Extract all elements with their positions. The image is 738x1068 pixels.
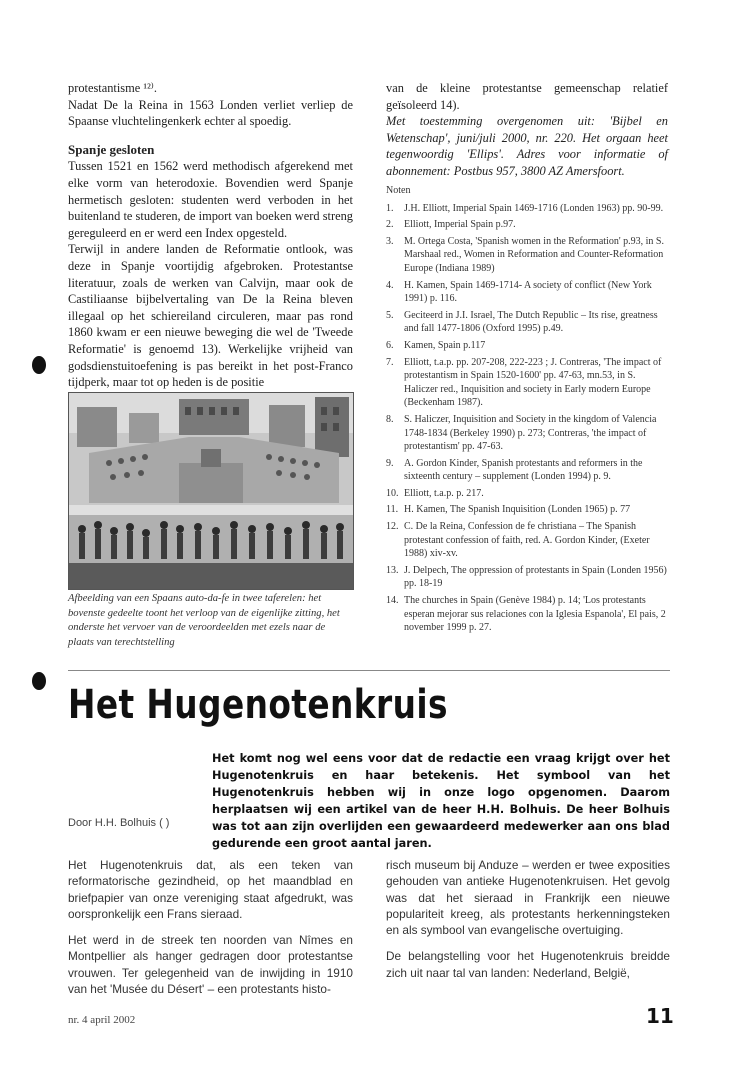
note-text: Elliott, t.a.p. pp. 207-208, 222-223 ; J. Contreras, 'The impact of protestantism in Spain 1520-1600' pp. 47-63, mn.53, in S. Haliczer red., Inquisition and society in Early modern Europe (Beckenham 1987). [404,356,662,409]
note-text: Elliott, Imperial Spain p.97. [404,219,516,231]
note-item [386,356,670,410]
note-item [386,503,670,517]
note-text: Kamen, Spain p.117 [404,339,486,351]
body-paragraph: Tussen 1521 en 1562 werd methodisch afgerekend met elke vorm van heterodoxie. Bovendien werd Spanje hermetisch gesloten: studenten werd verboden in het buitenland te studeren, de import van boeken werd streng gereguleerd en er werd een Index opgesteld. [68,159,353,240]
engraving-caption: Afbeelding van een Spaans auto-da-fe in twee taferelen: het bovenste gedeelte toont het verloop van de eigenlijke zitting, het onderste het vervoer van de veroordeelden met ezels naar de plaats van terechtstelling [68,593,340,648]
continuation-paragraph: van de kleine protestantse gemeenschap relatief geïsoleerd 14). [386,81,668,112]
engraving-image [69,393,353,589]
article-paragraph: risch museum bij Anduze – werden er twee exposities gehouden van antieke Hugenotenkruisen. Het gevolg was dat het sieraad in Frankrijk een nieuwe populariteit kreeg, als protestants herkenningsteken en als symbool van evangelische overtuiging. [386,858,670,938]
article-author: Door H.H. Bolhuis ( ) [68,817,170,829]
note-text: M. Ortega Costa, 'Spanish women in the Reformation' p.93, in S. Marshaal red., Women in Reformation and Counter-Reformation Europe (Indiana 1989) [404,235,664,274]
body-paragraph: protestantisme ¹²⁾. [68,81,157,95]
article-paragraph: Het werd in de streek ten noorden van Nîmes en Montpellier als hanger gedragen door protestantse vrouwen. Ter gelegenheid van de inwijding in 1910 van het 'Musée du Désert' – een protestants histo- [68,933,353,997]
article-paragraph: De belangstelling voor het Hugenotenkruis breidde zich uit naar tal van landen: Nederland, België, [386,949,670,980]
note-item [386,279,670,306]
note-item [386,457,670,484]
article-title: Het Hugenotenkruis [68,682,448,728]
article-paragraph: Het Hugenotenkruis dat, als een teken van reformatorische gezindheid, op het maandblad en briefpapier van onze vereniging staat afgedrukt, was oorspronkelijk een Frans sieraad. [68,858,353,921]
note-number: 11. [386,504,399,516]
section-heading: Spanje gesloten [68,141,155,157]
note-item [386,339,670,353]
margin-dot-lower [32,672,46,690]
left-column-text [68,80,353,391]
note-number: 4. [386,279,394,291]
notes-list [386,202,670,635]
note-text: J.H. Elliott, Imperial Spain 1469-1716 (Londen 1963) pp. 90-99. [404,202,664,214]
section-divider [68,670,670,671]
auto-da-fe-engraving [68,392,354,590]
note-number: 3. [386,235,394,247]
article-column-2 [386,857,670,991]
page-number: 11 [646,1004,674,1028]
right-column-text [386,80,668,180]
note-number: 12. [386,521,399,533]
body-paragraph: Nadat De la Reina in 1563 Londen verliet verliep de Spaanse vluchtelingenkerk echter al spoedig. [68,97,353,129]
note-text: Elliott, t.a.p. p. 217. [404,487,484,499]
note-item [386,487,670,501]
note-number: 14. [386,595,399,607]
note-item [386,520,670,561]
article-column-1 [68,857,353,1007]
note-text: C. De la Reina, Confession de fe christiana – The Spanish protestant confession of faith, red. A. Gordon Kinder, (Exeter 1988) xiv-xv. [404,521,650,560]
note-number: 1. [386,202,394,214]
note-text: H. Kamen, The Spanish Inquisition (Londen 1965) p. 77 [404,504,631,516]
note-item [386,309,670,336]
note-number: 5. [386,309,394,321]
note-number: 9. [386,457,394,469]
note-text: The churches in Spain (Genève 1984) p. 14; 'Los protestants esperan mejorar sus relaciones con la Iglesia Espanola', El pais, 2 november 1999 p. 27. [404,595,666,634]
note-item [386,202,670,216]
note-item [386,564,670,591]
body-paragraph: Terwijl in andere landen de Reformatie ontlook, was deze in Spanje voortijdig afgebroken. Protestantse literatuur, zoals de werken van Calvijn, maar ook de Castiliaanse bijbelvertaling van De la Reina bleven illegaal op het schiereiland circuleren, maar pas rond 1860 kwam er een nieuwe beweging die wel de 'Tweede Reformatie' is genoemd 13). Werkelijke vrijheid van godsdienstuitoefening is pas bereikt in het post-Franco tijdperk, maar tot op heden is de positie [68,242,353,390]
note-number: 8. [386,413,394,425]
note-number: 10. [386,487,399,499]
note-item [386,413,670,454]
note-item [386,218,670,232]
notes-title: Noten [386,185,411,196]
note-number: 2. [386,219,394,231]
note-text: H. Kamen, Spain 1469-1714- A society of conflict (New York 1991) p. 116. [404,279,652,305]
note-text: A. Gordon Kinder, Spanish protestants and reformers in the sixteenth century – supplement (Londen 1994) p. 9. [404,457,643,483]
note-number: 13. [386,564,399,576]
note-text: Geciteerd in J.I. Israel, The Dutch Republic – Its rise, greatness and fall 1477-1806 (Oxford 1995) p.49. [404,309,658,335]
article-lead: Het komt nog wel eens voor dat de redactie een vraag krijgt over het Hugenotenkruis en haar betekenis. Het symbool van het Hugenotenkruis hebben wij in onze logo opgenomen. Daarom herplaatsen wij een artikel van de heer H.H. Bolhuis. De heer Bolhuis was tot aan zijn overlijden een gewaardeerd medewerker aan ons blad gedurende een groot aantal jaren. [212,752,670,850]
margin-dot-upper [32,356,46,374]
note-item [386,594,670,635]
note-number: 6. [386,339,394,351]
note-text: S. Haliczer, Inquisition and Society in the kingdom of Valencia 1748-1834 (Berkeley 1990) p. 273; Contreras, 'the impact of protestantism' pp. 47-63. [404,413,657,453]
note-number: 7. [386,356,394,368]
note-text: J. Delpech, The oppression of protestants in Spain (Londen 1956) pp. 18-19 [404,564,667,590]
credit-paragraph: Met toestemming overgenomen uit: 'Bijbel en Wetenschap', juni/juli 2000, nr. 220. Het orgaan heet tegenwoordig 'Ellips'. Adres voor informatie of abonnement: Postbus 957, 3800 AZ Amersfoort. [386,114,668,178]
notes-section [386,184,670,638]
issue-info: nr. 4 april 2002 [68,1014,136,1026]
note-item [386,235,670,276]
